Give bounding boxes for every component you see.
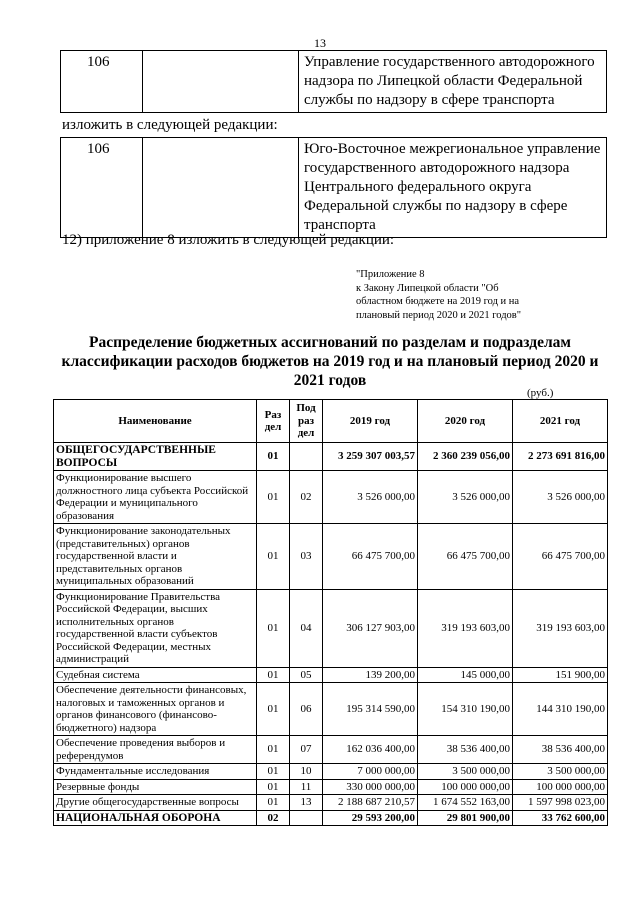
agency-blank-cell: [143, 138, 299, 238]
row-value-2020: 2 360 239 056,00: [418, 443, 513, 471]
row-razdel: 01: [257, 683, 290, 736]
appendix-note: "Приложение 8 к Закону Липецкой области "Об областном бюджете на 2019 год и на плановый период 2020 и 2021 годов": [356, 269, 522, 321]
row-podrazdel: [290, 443, 323, 471]
row-value-2021: 38 536 400,00: [513, 736, 608, 764]
row-value-2021: 144 310 190,00: [513, 683, 608, 736]
table-row: [54, 589, 608, 667]
row-razdel: 01: [257, 779, 290, 795]
table-row: [54, 795, 608, 811]
row-value-2019: 29 593 200,00: [323, 810, 418, 826]
agency-code: 106: [61, 51, 143, 113]
row-name: ОБЩЕГОСУДАРСТВЕННЫЕ ВОПРОСЫ: [54, 443, 257, 471]
row-value-2021: 319 193 603,00: [513, 589, 608, 667]
row-name: Обеспечение проведения выборов и референдумов: [54, 736, 257, 764]
redaction-text: изложить в следующей редакции:: [62, 117, 278, 133]
agency-name: Юго-Восточное межрегиональное управление государственного автодорожного надзора Центрального федерального округа Федеральной службы по надзору в сфере транспорта: [299, 138, 607, 238]
row-podrazdel: 06: [290, 683, 323, 736]
row-podrazdel: 10: [290, 764, 323, 780]
row-podrazdel: 11: [290, 779, 323, 795]
table-row: [54, 667, 608, 683]
table-row: [54, 779, 608, 795]
row-name: Другие общегосударственные вопросы: [54, 795, 257, 811]
row-value-2019: 195 314 590,00: [323, 683, 418, 736]
row-value-2020: 3 526 000,00: [418, 471, 513, 524]
row-value-2020: 66 475 700,00: [418, 524, 513, 590]
agency-table-old: [60, 50, 607, 113]
row-value-2020: 319 193 603,00: [418, 589, 513, 667]
table-header-row: [54, 400, 608, 443]
row-value-2020: 100 000 000,00: [418, 779, 513, 795]
row-value-2021: 66 475 700,00: [513, 524, 608, 590]
document-title: Распределение бюджетных ассигнований по разделам и подразделам классификации расходов бюджетов на 2019 год и на плановый период 2020 и 2021 годов: [61, 334, 599, 389]
row-value-2020: 38 536 400,00: [418, 736, 513, 764]
row-value-2019: 306 127 903,00: [323, 589, 418, 667]
row-razdel: 01: [257, 589, 290, 667]
row-name: Судебная система: [54, 667, 257, 683]
row-podrazdel: 03: [290, 524, 323, 590]
row-name: Резервные фонды: [54, 779, 257, 795]
units-label: (руб.): [527, 387, 554, 399]
row-podrazdel: 07: [290, 736, 323, 764]
row-value-2021: 100 000 000,00: [513, 779, 608, 795]
table-row: [54, 764, 608, 780]
section-row: [54, 443, 608, 471]
row-value-2021: 3 526 000,00: [513, 471, 608, 524]
row-value-2020: 29 801 900,00: [418, 810, 513, 826]
row-name: Фундаментальные исследования: [54, 764, 257, 780]
row-value-2021: 2 273 691 816,00: [513, 443, 608, 471]
row-razdel: 01: [257, 471, 290, 524]
header-2021: 2021 год: [513, 400, 608, 443]
row-podrazdel: 05: [290, 667, 323, 683]
row-razdel: 02: [257, 810, 290, 826]
row-value-2021: 151 900,00: [513, 667, 608, 683]
row-razdel: 01: [257, 795, 290, 811]
header-razdel: Раз дел: [257, 400, 290, 443]
row-value-2019: 7 000 000,00: [323, 764, 418, 780]
table-row: [54, 524, 608, 590]
row-razdel: 01: [257, 736, 290, 764]
row-value-2019: 3 259 307 003,57: [323, 443, 418, 471]
row-name: Функционирование высшего должностного лица субъекта Российской Федерации и муниципального образования: [54, 471, 257, 524]
row-value-2020: 145 000,00: [418, 667, 513, 683]
agency-name: Управление государственного автодорожного надзора по Липецкой области Федеральной службы по надзору в сфере транспорта: [299, 51, 607, 113]
row-value-2020: 3 500 000,00: [418, 764, 513, 780]
table-row: [54, 683, 608, 736]
table-row: [54, 736, 608, 764]
row-value-2020: 154 310 190,00: [418, 683, 513, 736]
row-name: НАЦИОНАЛЬНАЯ ОБОРОНА: [54, 810, 257, 826]
header-podrazdel: Под раз дел: [290, 400, 323, 443]
agency-code: 106: [61, 138, 143, 238]
row-razdel: 01: [257, 443, 290, 471]
header-2020: 2020 год: [418, 400, 513, 443]
row-podrazdel: 04: [290, 589, 323, 667]
header-2019: 2019 год: [323, 400, 418, 443]
page-number: 13: [314, 36, 326, 50]
row-value-2019: 330 000 000,00: [323, 779, 418, 795]
section-row: [54, 810, 608, 826]
budget-table: [53, 399, 608, 826]
agency-table-new: [60, 137, 607, 238]
header-name: Наименование: [54, 400, 257, 443]
row-name: Обеспечение деятельности финансовых, налоговых и таможенных органов и органов финансового (финансово-бюджетного) надзора: [54, 683, 257, 736]
row-value-2021: 3 500 000,00: [513, 764, 608, 780]
item12-text: 12) приложение 8 изложить в следующей редакции:: [62, 232, 395, 248]
row-value-2021: 1 597 998 023,00: [513, 795, 608, 811]
row-value-2019: 66 475 700,00: [323, 524, 418, 590]
row-value-2020: 1 674 552 163,00: [418, 795, 513, 811]
budget-table-body: [54, 443, 608, 826]
table-row: [54, 471, 608, 524]
row-razdel: 01: [257, 764, 290, 780]
row-name: Функционирование законодательных (представительных) органов государственной власти и представительных органов муниципальных образований: [54, 524, 257, 590]
row-podrazdel: 13: [290, 795, 323, 811]
row-value-2019: 162 036 400,00: [323, 736, 418, 764]
row-value-2019: 2 188 687 210,57: [323, 795, 418, 811]
row-podrazdel: [290, 810, 323, 826]
row-value-2021: 33 762 600,00: [513, 810, 608, 826]
row-name: Функционирование Правительства Российской Федерации, высших исполнительных органов государственной власти субъектов Российской Федерации, местных администраций: [54, 589, 257, 667]
agency-blank-cell: [143, 51, 299, 113]
row-razdel: 01: [257, 524, 290, 590]
row-podrazdel: 02: [290, 471, 323, 524]
row-value-2019: 139 200,00: [323, 667, 418, 683]
row-value-2019: 3 526 000,00: [323, 471, 418, 524]
row-razdel: 01: [257, 667, 290, 683]
